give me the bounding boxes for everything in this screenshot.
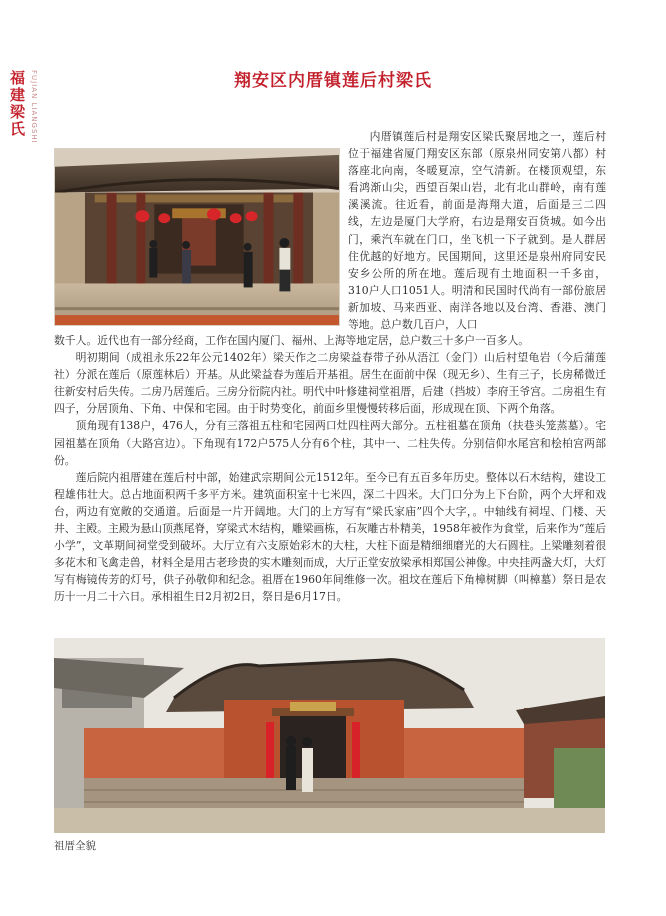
photo-caption: 祖厝全貌: [54, 840, 96, 852]
ancestral-hall-paragraph: 莲后院内祖厝建在莲后村中部，始建武宗期间公元1512年。至今已有五百多年历史。整体以石木结构，建设工程雄伟壮大。总占地面积两千多平方米。建筑面积室十七米四，深二十四米。大门口分为上下台阶，两个大坪和戏台，两边有宽敞的交通道。后面是一片开阔地。大门的上方写有“梁氏家庙”四个大字，。中轴线有祠埕、门楼、天井、主殿。主殿为悬山顶燕尾脊，穿梁式木结构，雕梁画栋，石灰雕古朴精美，1958年被作为食堂，后来作为“莲后小学”，文革期间祠堂受到破坏。大厅立有六支原始彩木的大柱，大柱下面是精细细磨光的大石圆柱。上梁雕刻着很多花木和飞禽走兽，材料全是用古老珍贵的实木雕刻而成，大厅正堂安放梁承相郑国公神像。中央挂两盏大灯，大灯写有梅镜传芳的灯号，供子孙敬仰和纪念。祖厝在1960年间维修一次。祖坟在莲后下角樟树脚（叫樟墓）祭日是农历十一月二十六日。承相祖生日2月初2日，祭日是6月17日。: [54, 470, 606, 604]
intro-paragraph: 内厝镇莲后村是翔安区梁氏聚居地之一，莲后村位于福建省厦门翔安区东部（原泉州同安第八都）村落座北向南，冬暖夏凉，空气清新。在楼顶观望，东看鸿渐山尖，西望百架山岩，北有北山群岭，南有莲溪溪流。往近看，前面是海翔大道，后面是三二四线，左边是厦门大学府，右边是翔安百货城。如今出门，乘汽车就在门口，坐飞机一下子就到。是人群居住优越的好地方。民国期间，这里还是泉州府同安民安乡公所的所在地。莲后现有土地面积一千多亩，310户人口1051人。明清和民国时代尚有一部份旅居新加坡、马来西亚、南洋各地以及台湾、香港、澳门等地。总户数几百户，人口: [348, 130, 606, 332]
article-title: 翔安区内厝镇莲后村梁氏: [234, 71, 432, 91]
intro-column: [348, 128, 606, 333]
ancestral-house-photo: [54, 638, 605, 833]
history-paragraph: 明初期间（成祖永乐22年公元1402年）梁天作之二房梁益春带子孙从浯江（金门）山后村望龟岩（今后蒲莲社）分派在莲后（原莲林后）开基。从此梁益春为莲后开基祖。居生在面前中保（现无乡）、生有三子，长房稀微迁往新安村后失传。二房乃居莲后。三房分衍院内社。明代中叶修建祠堂祖厝，后建（挡坡）李府王爷宫。二房祖生有四子，分居顶角、下角、中保和宅园。由于时势变化，前面乡里慢慢转移后面，形成现在顶、下两个角落。: [54, 351, 606, 416]
vertical-section-title: 福建梁氏: [8, 70, 26, 138]
hall-interior-photo: [54, 148, 340, 326]
vertical-pinyin-label: FUJIAN LIANGSHI: [30, 70, 38, 144]
intro-continuation: 数千人。近代也有一部分经商，工作在国内厦门、福州、上海等地定居，总户数三十多户一百多人。: [54, 334, 530, 347]
main-body: [54, 332, 606, 606]
branches-paragraph: 顶角现有138户，476人，分有三落祖五柱和宅园两口灶四柱两大部分。五柱祖墓在顶角（扶巷头笼蒸墓）。宅园祖墓在顶角（大路宫边）。下角现有172户575人分有6个柱，其中一、二柱失传。分别信仰水尾宫和桧柏宫两部份。: [54, 419, 606, 467]
